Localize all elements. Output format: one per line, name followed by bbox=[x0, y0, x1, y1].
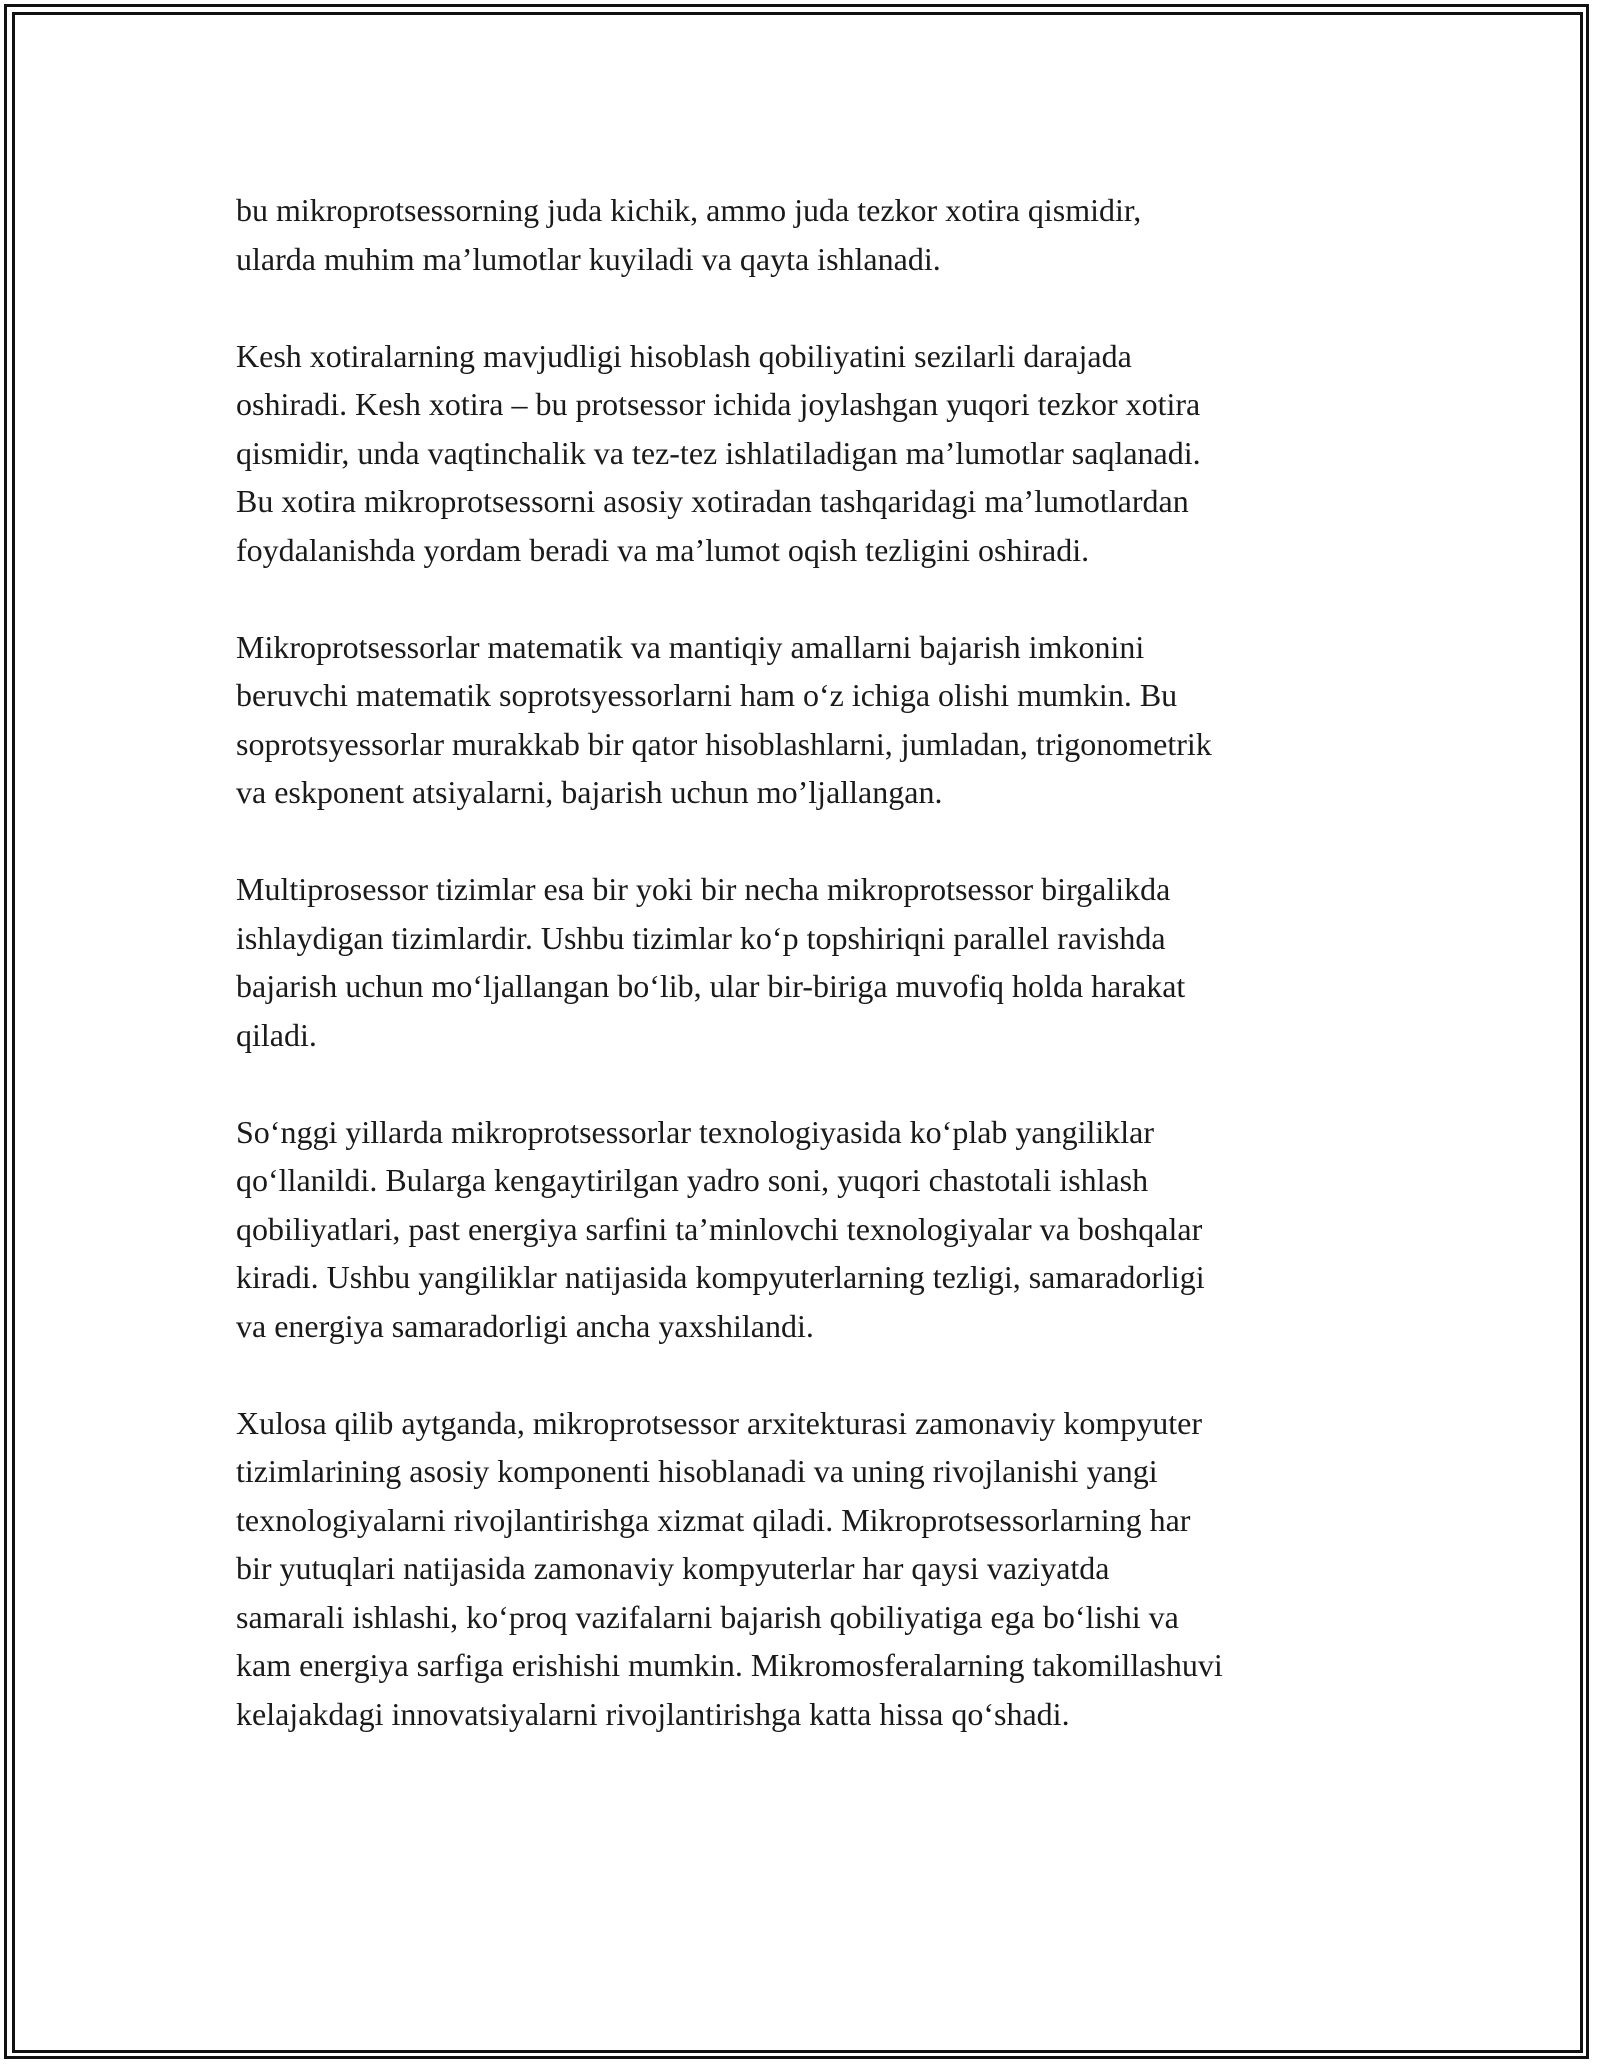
text-line: tizimlarining asosiy komponenti hisoblanadi va uning rivojlanishi yangi bbox=[236, 1453, 1158, 1489]
text-line: qo‘llanildi. Bularga kengaytirilgan yadro soni, yuqori chastotali ishlash bbox=[236, 1162, 1149, 1198]
text-line: kelajakdagi innovatsiyalarni rivojlantirishga katta hissa qo‘shadi. bbox=[236, 1695, 1070, 1732]
paragraph-conclusion bbox=[236, 1399, 1386, 1739]
text-line: Mikroprotsessorlar matematik va mantiqiy amallarni bajarish imkonini bbox=[236, 628, 1145, 665]
text-line: kam energiya sarfiga erishishi mumkin. Mikromosferalarning takomillashuvi bbox=[236, 1647, 1223, 1683]
paragraph-cache-memory bbox=[236, 332, 1386, 575]
text-line: oshiradi. Kesh xotira – bu protsessor ichida joylashgan yuqori tezkor xotira bbox=[236, 386, 1201, 422]
paragraph-innovations bbox=[236, 1108, 1386, 1351]
text-line: Xulosa qilib aytganda, mikroprotsessor arxitekturasi zamonaviy kompyuter bbox=[236, 1404, 1202, 1441]
text-line: ishlaydigan tizimlardir. Ushbu tizimlar ko‘p topshiriqni parallel ravishda bbox=[236, 919, 1166, 956]
paragraph-coprocessors bbox=[236, 623, 1386, 817]
text-line: qiladi. bbox=[236, 1016, 317, 1053]
text-line: soprotsyessorlar murakkab bir qator hisoblashlarni, jumladan, trigonometrik bbox=[236, 725, 1212, 762]
text-line: beruvchi matematik soprotsyessorlarni ham o‘z ichiga olishi mumkin. Bu bbox=[236, 677, 1178, 713]
document-body bbox=[236, 186, 1386, 1787]
text-line: ularda muhim ma’lumotlar kuyiladi va qayta ishlanadi. bbox=[236, 240, 941, 277]
text-line: kiradi. Ushbu yangiliklar natijasida kompyuterlarning tezligi, samaradorligi bbox=[236, 1259, 1205, 1295]
text-line: bajarish uchun mo‘ljallangan bo‘lib, ular bir-biriga muvofiq holda harakat bbox=[236, 968, 1186, 1004]
text-line: Kesh xotiralarning mavjudligi hisoblash qobiliyatini sezilarli darajada bbox=[236, 337, 1132, 374]
text-line: So‘nggi yillarda mikroprotsessorlar texnologiyasida ko‘plab yangiliklar bbox=[236, 1113, 1155, 1150]
text-line: Bu xotira mikroprotsessorni asosiy xotiradan tashqaridagi ma’lumotlardan bbox=[236, 483, 1189, 519]
text-line: Multiprosessor tizimlar esa bir yoki bir necha mikroprotsessor birgalikda bbox=[236, 871, 1171, 907]
text-line: samarali ishlashi, ko‘proq vazifalarni bajarish qobiliyatiga ega bo‘lishi va bbox=[236, 1598, 1179, 1635]
text-line: va energiya samaradorligi ancha yaxshilandi. bbox=[236, 1307, 814, 1344]
text-line: va eskponent atsiyalarni, bajarish uchun mo’ljallangan. bbox=[236, 774, 943, 810]
text-line: foydalanishda yordam beradi va ma’lumot oqish tezligini oshiradi. bbox=[236, 531, 1090, 568]
text-line: qobiliyatlari, past energiya sarfini ta’minlovchi texnologiyalar va boshqalar bbox=[236, 1210, 1203, 1247]
paragraph-multiprocessor bbox=[236, 865, 1386, 1059]
text-line: bu mikroprotsessorning juda kichik, ammo juda tezkor xotira qismidir, bbox=[236, 192, 1142, 228]
text-line: qismidir, unda vaqtinchalik va tez-tez ishlatiladigan ma’lumotlar saqlanadi. bbox=[236, 434, 1201, 471]
paragraph-cache-intro bbox=[236, 186, 1386, 283]
text-line: bir yutuqlari natijasida zamonaviy kompyuterlar har qaysi vaziyatda bbox=[236, 1550, 1110, 1586]
text-line: texnologiyalarni rivojlantirishga xizmat qiladi. Mikroprotsessorlarning har bbox=[236, 1501, 1191, 1538]
